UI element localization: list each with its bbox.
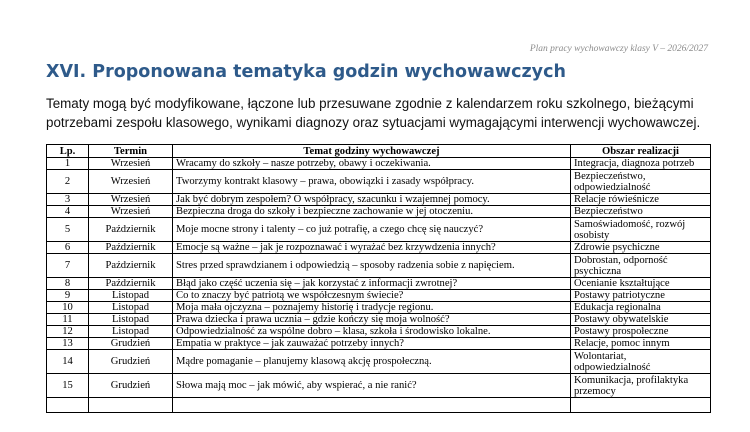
cell-termin: Wrzesień [89, 158, 173, 170]
cell-obszar-line: Postawy prospołeczne [574, 326, 669, 337]
column-header-termin: Termin [89, 145, 173, 158]
intro-line: Tematy mogą być modyfikowane, łączone lub przesuwane zgodnie z kalendarzem roku szkolnego, bieżącymi [46, 96, 694, 111]
cell-obszar-line: osobisty [574, 229, 610, 241]
cell-obszar-line: odpowiedzialność [574, 361, 651, 373]
cell-obszar-line: przemocy [574, 385, 616, 397]
table-row [47, 290, 711, 302]
cell-obszar [571, 254, 711, 278]
table-row [47, 206, 711, 218]
cell-obszar [571, 218, 711, 242]
table-row [47, 302, 711, 314]
cell-obszar [571, 242, 711, 254]
table-row [47, 350, 711, 374]
cell-temat: Prawa dziecka i prawa ucznia – gdzie kończy się moja wolność? [173, 314, 571, 326]
cell-termin: Październik [89, 278, 173, 290]
cell-obszar-line: Relacje, pomoc innym [574, 338, 670, 349]
cell-obszar [571, 374, 711, 398]
cell-obszar-line: Komunikacja, profilaktyka [574, 374, 689, 386]
table-row [47, 398, 711, 413]
cell-obszar [571, 158, 711, 170]
cell-termin: Wrzesień [89, 194, 173, 206]
cell-termin: Październik [89, 218, 173, 242]
cell-lp: 8 [47, 278, 89, 290]
topics-table [46, 144, 711, 413]
cell-lp: 12 [47, 326, 89, 338]
cell-lp [47, 398, 89, 413]
cell-lp: 7 [47, 254, 89, 278]
column-header-temat: Temat godziny wychowawczej [173, 145, 571, 158]
cell-lp: 10 [47, 302, 89, 314]
table-row [47, 170, 711, 194]
cell-obszar [571, 170, 711, 194]
cell-temat: Co to znaczy być patriotą we współczesnym świecie? [173, 290, 571, 302]
cell-temat: Empatia w praktyce – jak zauważać potrzeby innych? [173, 338, 571, 350]
cell-temat: Stres przed sprawdzianem i odpowiedzią – sposoby radzenia sobie z napięciem. [173, 254, 571, 278]
table-row [47, 218, 711, 242]
cell-obszar-line: Postawy obywatelskie [574, 314, 669, 325]
cell-obszar [571, 194, 711, 206]
cell-obszar-line: Zdrowie psychiczne [574, 242, 660, 253]
table-row [47, 194, 711, 206]
cell-termin: Październik [89, 254, 173, 278]
table-row [47, 278, 711, 290]
cell-termin: Grudzień [89, 338, 173, 350]
cell-temat: Błąd jako część uczenia się – jak korzystać z informacji zwrotnej? [173, 278, 571, 290]
cell-temat: Odpowiedzialność za wspólne dobro – klasa, szkoła i środowisko lokalne. [173, 326, 571, 338]
cell-lp: 1 [47, 158, 89, 170]
cell-lp: 2 [47, 170, 89, 194]
table-row [47, 254, 711, 278]
cell-obszar-line: odpowiedzialność [574, 181, 651, 193]
cell-termin: Listopad [89, 314, 173, 326]
intro-paragraph [46, 94, 706, 132]
cell-obszar [571, 398, 711, 413]
table-row [47, 158, 711, 170]
table-row [47, 326, 711, 338]
cell-obszar-line: Edukacja regionalna [574, 302, 661, 313]
section-title: XVI. Proponowana tematyka godzin wychowawczych [46, 62, 566, 82]
cell-temat: Tworzymy kontrakt klasowy – prawa, obowiązki i zasady współpracy. [173, 170, 571, 194]
cell-obszar-line: Bezpieczeństwo [574, 206, 643, 217]
cell-temat: Moja mała ojczyzna – poznajemy historię i tradycje regionu. [173, 302, 571, 314]
cell-termin: Listopad [89, 290, 173, 302]
cell-termin: Listopad [89, 302, 173, 314]
cell-lp: 11 [47, 314, 89, 326]
cell-temat [173, 398, 571, 413]
cell-termin: Październik [89, 242, 173, 254]
cell-temat: Bezpieczna droga do szkoły i bezpieczne zachowanie w jej otoczeniu. [173, 206, 571, 218]
cell-obszar-line: Postawy patriotyczne [574, 290, 665, 301]
cell-lp: 6 [47, 242, 89, 254]
running-header: Plan pracy wychowawczy klasy V – 2026/2027 [529, 44, 708, 54]
cell-temat: Słowa mają moc – jak mówić, aby wspierać, a nie ranić? [173, 374, 571, 398]
cell-obszar [571, 302, 711, 314]
cell-obszar [571, 290, 711, 302]
cell-obszar-line: psychiczna [574, 265, 622, 277]
cell-obszar-line: Dobrostan, odporność [574, 254, 668, 266]
cell-termin: Grudzień [89, 350, 173, 374]
cell-termin: Wrzesień [89, 206, 173, 218]
cell-obszar-line: Samoświadomość, rozwój [574, 218, 686, 230]
cell-obszar-line: Relacje rówieśnicze [574, 194, 659, 205]
table-header-row [47, 145, 711, 158]
intro-line: potrzebami zespołu klasowego, wynikami diagnozy oraz sytuacjami wymagającymi interwencji wychowawczej. [46, 115, 701, 130]
cell-obszar-line: Bezpieczeństwo, [574, 170, 646, 182]
column-header-obszar: Obszar realizacji [571, 145, 711, 158]
cell-obszar [571, 326, 711, 338]
table-row [47, 338, 711, 350]
cell-obszar [571, 206, 711, 218]
table-row [47, 314, 711, 326]
cell-obszar [571, 314, 711, 326]
cell-termin: Wrzesień [89, 170, 173, 194]
cell-lp: 13 [47, 338, 89, 350]
cell-obszar [571, 278, 711, 290]
cell-obszar-line: Integracja, diagnoza potrzeb [574, 158, 695, 169]
cell-temat: Emocje są ważne – jak je rozpoznawać i wyrażać bez krzywdzenia innych? [173, 242, 571, 254]
cell-obszar-line: Wolontariat, [574, 350, 627, 362]
cell-obszar-line: Ocenianie kształtujące [574, 278, 670, 289]
cell-termin [89, 398, 173, 413]
column-header-lp: Lp. [47, 145, 89, 158]
cell-lp: 5 [47, 218, 89, 242]
cell-temat: Wracamy do szkoły – nasze potrzeby, obawy i oczekiwania. [173, 158, 571, 170]
table-row [47, 242, 711, 254]
table-row [47, 374, 711, 398]
cell-lp: 14 [47, 350, 89, 374]
table-body [47, 158, 711, 413]
cell-lp: 9 [47, 290, 89, 302]
cell-obszar [571, 350, 711, 374]
cell-lp: 3 [47, 194, 89, 206]
cell-obszar [571, 338, 711, 350]
cell-temat: Moje mocne strony i talenty – co już potrafię, a czego chcę się nauczyć? [173, 218, 571, 242]
cell-temat: Mądre pomaganie – planujemy klasową akcję prospołeczną. [173, 350, 571, 374]
cell-termin: Grudzień [89, 374, 173, 398]
cell-termin: Listopad [89, 326, 173, 338]
cell-temat: Jak być dobrym zespołem? O współpracy, szacunku i wzajemnej pomocy. [173, 194, 571, 206]
cell-lp: 4 [47, 206, 89, 218]
cell-lp: 15 [47, 374, 89, 398]
